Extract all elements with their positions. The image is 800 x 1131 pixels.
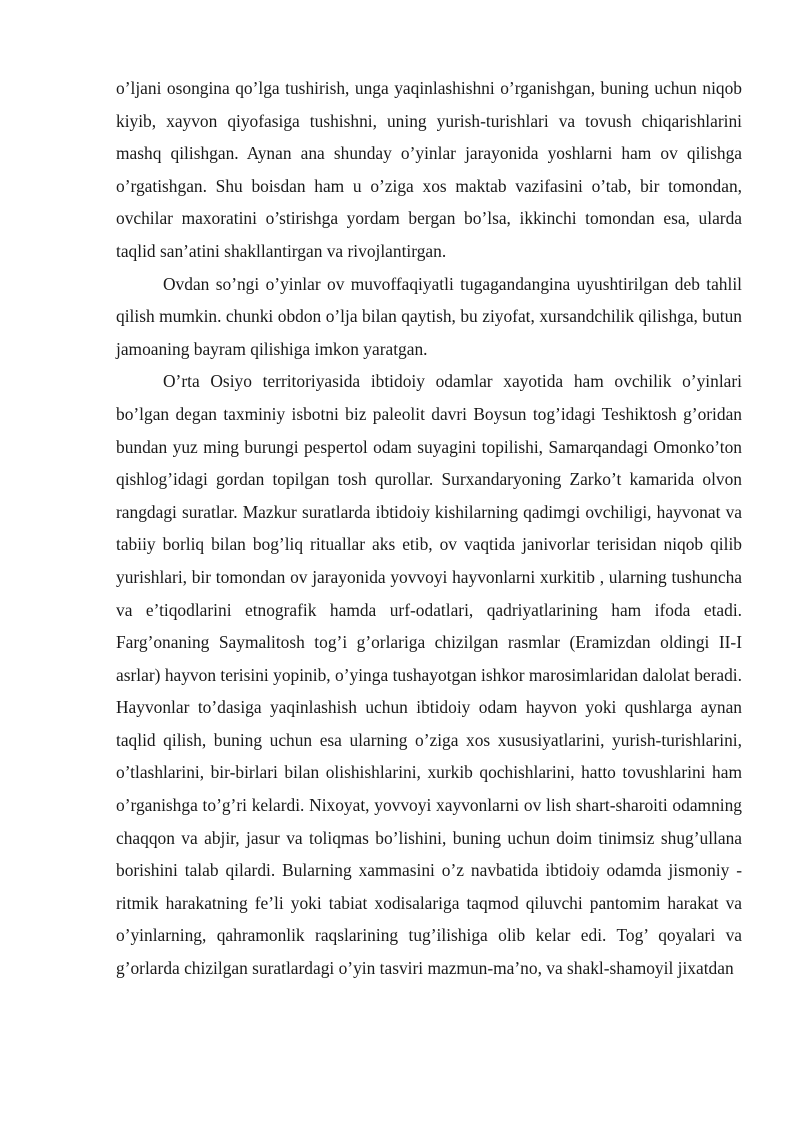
paragraph-1: o’ljani osongina qo’lga tushirish, unga yaqinlashishni o’rganishgan, buning uchun niqob kiyib, xayvon qiyofasiga tushishni, uning yurish-turishlari va tovush chiqarishlarini mashq qilishgan. Aynan ana shunday o’yinlar jarayonida yoshlarni ham ov qilishga o’rgatishgan. Shu boisdan ham u o’ziga xos maktab vazifasini o’tab, bir tomondan, ovchilar maxoratini o’stirishga yordam bergan bo’lsa, ikkinchi tomondan esa, ularda taqlid san’atini shakllantirgan va rivojlantirgan. [116, 78, 742, 261]
body-text [116, 72, 742, 985]
paragraph-3: O’rta Osiyo territoriyasida ibtidoiy odamlar xayotida ham ovchilik o’yinlari bo’lgan degan taxminiy isbotni biz paleolit davri Boysun tog’idagi Teshiktosh g’oridan bundan yuz ming burungi pespertol odam suyagini topilishi, Samarqandagi Omonko’ton qishlog’idagi gordan topilgan tosh qurollar. Surxandaryoning Zarko’t kamarida olvon rangdagi suratlar. Mazkur suratlarda ibtidoiy kishilarning qadimgi ovchiligi, hayvonat va tabiiy borliq bilan bog’liq rituallar aks etib, ov vaqtida janivorlar terisidan niqob qilib yurishlari, bir tomondan ov jarayonida yovvoyi hayvonlarni xurkitib , ularning tushuncha va e’tiqodlarini etnografik hamda urf-odatlari, qadriyatlarining ham ifoda etadi. Farg’onaning Saymalitosh tog’i g’orlariga chizilgan rasmlar (Eramizdan oldingi II-I asrlar) hayvon terisini yopinib, o’yinga tushayotgan ishkor marosimlaridan dalolat beradi. Hayvonlar to’dasiga yaqinlashish uchun ibtidoiy odam hayvon yoki qushlarga aynan taqlid qilish, buning uchun esa ularning o’ziga xos xususiyatlarini, yurish-turishlarini, o’tlashlarini, bir-birlari bilan olishishlarini, xurkib qochishlarini, hatto tovushlarini ham o’rganishga to’g’ri kelardi. Nixoyat, yovvoyi xayvonlarni ov lish shart-sharoiti odamning chaqqon va abjir, jasur va toliqmas bo’lishini, buning uchun doim tinimsiz shug’ullana borishini talab qilardi. Bularning xammasini o’z navbatida ibtidoiy odamda jismoniy - ritmik harakatning fe’li yoki tabiat xodisalariga taqmod qiluvchi pantomim harakat va o’yinlarning, qahramonlik raqslarining tug’ilishiga olib kelar edi. Tog’ qoyalari va g’orlarda chizilgan suratlardagi o’yin tasviri mazmun-ma’no, va shakl-shamoyil jixatdan [116, 371, 742, 979]
paragraph-2: Ovdan so’ngi o’yinlar ov muvoffaqiyatli tugagandangina uyushtirilgan deb tahlil qilish mumkin. chunki obdon o’lja bilan qaytish, bu ziyofat, xursandchilik qilishga, butun jamoaning bayram qilishiga imkon yaratgan. [116, 273, 742, 359]
